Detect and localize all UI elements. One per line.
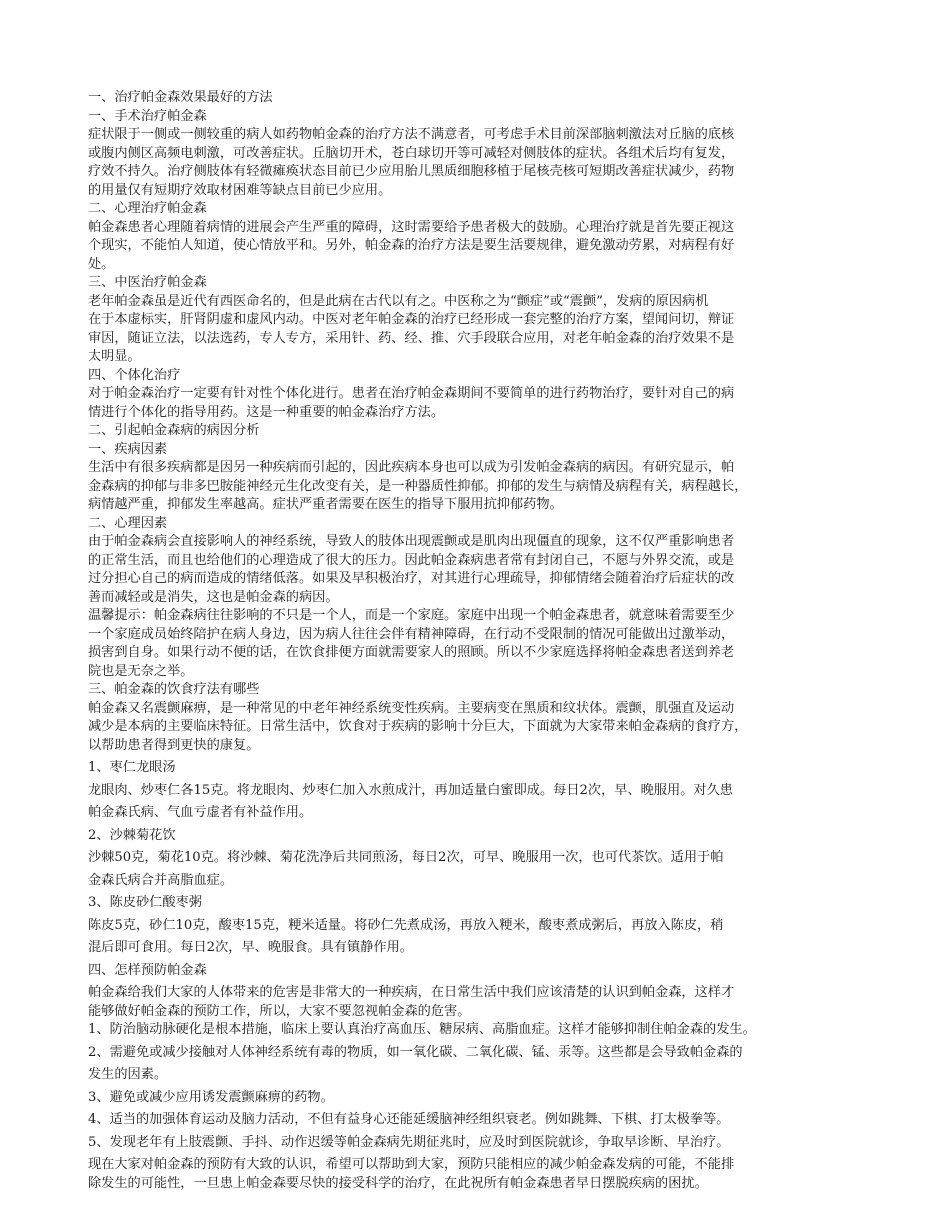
text-line: 4、适当的加强体育运动及脑力活动，不但有益身心还能延缓脑神经组织衰老。例如跳舞、下棋、打太极拳等。	[88, 1112, 730, 1127]
text-line: 情进行个体化的指导用药。这是一种重要的帕金森治疗方法。	[88, 404, 445, 420]
text-line: 减少是本病的主要临床特征。日常生活中，饮食对于疾病的影响十分巨大，下面就为大家带来帕金森病的食疗方，	[88, 719, 748, 734]
text-line: 审因，随证立法，以法选药，专人专方，采用针、药、经、推、穴手段联合应用，对老年帕金森的治疗效果不是	[88, 330, 735, 346]
text-line: 个现实，不能怕人知道，使心情放平和。另外，帕金森的治疗方法是要生活要规律，避免激动劳累，对病程有好	[88, 238, 735, 253]
text-line: 三、中医治疗帕金森	[88, 275, 207, 290]
text-line: 除发生的可能性，一旦患上帕金森要尽快的接受科学的治疗，在此祝所有帕金森患者早日摆脱疾病的困扰。	[88, 1175, 708, 1191]
text-line: 对于帕金森治疗一定要有针对性个体化进行。患者在治疗帕金森期间不要简单的进行药物治疗，要针对自己的病	[88, 386, 735, 401]
text-line: 沙棘50克，菊花10克。将沙棘、菊花洗净后共同煎汤，每日2次，可早、晚服用一次，也可代茶饮。适用于帕	[88, 850, 724, 865]
text-line: 陈皮5克，砂仁10克，酸枣15克，粳米适量。将砂仁先煮成汤，再放入粳米，酸枣煮成粥后，再放入陈皮，稍	[88, 917, 724, 933]
text-line: 过分担心自己的病而造成的情绪低落。如果及早积极治疗，对其进行心理疏导，抑郁情绪会随着治疗后症状的改	[88, 571, 735, 586]
text-line: 的用量仅有短期疗效取材困难等缺点目前已少应用。	[88, 182, 392, 198]
text-line: 二、心理因素	[88, 515, 168, 531]
text-line: 在于本虚标实，肝肾阴虚和虚风内动。中医对老年帕金森的治疗已经形成一套完整的治疗方案，望闻问切，辩证	[88, 312, 735, 327]
text-line: 一个家庭成员始终陪护在病人身边，因为病人往往会伴有精神障碍，在行动不受限制的情况可能做出过激举动，	[88, 626, 735, 642]
text-line: 的正常生活，而且也给他们的心理造成了很大的压力。因此帕金森病患者常有封闭自己，不愿与外界交流，或是	[88, 552, 735, 568]
text-line: 太明显。	[88, 349, 141, 364]
text-line: 二、引起帕金森病的病因分析	[88, 423, 260, 438]
text-line: 帕金森又名震颤麻痹，是一种常见的中老年神经系统变性疾病。主要病变在黑质和纹状体。震颤，肌强直及运动	[88, 700, 735, 716]
text-line: 混后即可食用。每日2次，早、晚服食。具有镇静作用。	[88, 940, 413, 955]
text-line: 二、心理治疗帕金森	[88, 201, 207, 216]
text-line: 生活中有很多疾病都是因另一种疾病而引起的，因此疾病本身也可以成为引发帕金森病的病因。有研究显示，帕	[88, 460, 735, 475]
text-line: 5、发现老年有上肢震颤、手抖、动作迟缓等帕金森病先期征兆时，应及时到医院就诊，争取早诊断、早治疗。	[88, 1134, 730, 1150]
text-line: 1、防治脑动脉硬化是根本措施，临床上要认真治疗高血压、糖尿病、高脂血症。这样才能够抑制住帕金森的发生。	[88, 1022, 756, 1037]
text-line: 损害到自身。如果行动不便的话，在饮食排便方面就需要家人的照顾。所以不少家庭选择将帕金森患者送到养老	[88, 645, 735, 660]
text-line: 发生的因素。	[88, 1067, 168, 1082]
text-line: 院也是无奈之举。	[88, 663, 194, 679]
text-line: 金森氏病合并高脂血症。	[88, 872, 234, 888]
text-line: 四、怎样预防帕金森	[88, 962, 207, 978]
text-line: 帕金森给我们大家的人体带来的危害是非常大的一种疾病，在日常生活中我们应该清楚的认识到帕金森，这样才	[88, 985, 735, 1000]
text-line: 以帮助患者得到更快的康复。	[88, 737, 260, 753]
text-line: 金森病的抑郁与非多巴胺能神经元生化改变有关，是一种器质性抑郁。抑郁的发生与病情及病程有关，病程越长，	[88, 478, 748, 494]
text-line: 能够做好帕金森的预防工作，所以，大家不要忽视帕金森的危害。	[88, 1003, 471, 1019]
text-line: 由于帕金森病会直接影响人的神经系统，导致人的肢体出现震颤或是肌肉出现僵直的现象，这不仅严重影响患者	[88, 534, 735, 549]
text-line: 现在大家对帕金森的预防有大致的认识，希望可以帮助到大家，预防只能相应的减少帕金森发病的可能，不能排	[88, 1157, 735, 1172]
text-line: 四、个体化治疗	[88, 367, 181, 383]
text-line: 一、治疗帕金森效果最好的方法	[88, 90, 273, 105]
text-line: 或腹内侧区高频电刺激，可改善症状。丘脑切开术，苍白球切开等可减轻对侧肢体的症状。各组术后均有复发，	[88, 145, 735, 161]
text-line: 一、疾病因素	[88, 441, 168, 457]
text-line: 2、沙棘菊花饮	[88, 827, 176, 843]
text-line: 1、枣仁龙眼汤	[88, 760, 176, 775]
text-line: 帕金森患者心理随着病情的进展会产生严重的障碍，这时需要给予患者极大的鼓励。心理治疗就是首先要正视这	[88, 219, 735, 235]
text-line: 帕金森氏病、气血亏虚者有补益作用。	[88, 805, 313, 820]
text-line: 善而减轻或是消失，这也是帕金森的病因。	[88, 589, 339, 605]
text-line: 一、手术治疗帕金森	[88, 108, 207, 124]
text-line: 疗效不持久。治疗侧肢体有轻微瘫痪状态目前已少应用胎儿黑质细胞移植于尾核壳核可短期改善症状减少，药物	[88, 164, 735, 179]
text-line: 3、陈皮砂仁酸枣粥	[88, 895, 202, 910]
text-line: 病情越严重，抑郁发生率越高。症状严重者需要在医生的指导下服用抗抑郁药物。	[88, 497, 563, 512]
text-line: 症状限于一侧或一侧较重的病人如药物帕金森的治疗方法不满意者，可考虑手术目前深部脑刺激法对丘脑的底核	[88, 127, 735, 142]
document-body	[88, 89, 862, 1193]
text-line: 龙眼肉、炒枣仁各15克。将龙眼肉、炒枣仁加入水煎成汁，再加适量白蜜即成。每日2次，早、晚服用。对久患	[88, 782, 733, 798]
text-line: 温馨提示：帕金森病往往影响的不只是一个人，而是一个家庭。家庭中出现一个帕金森患者，就意味着需要至少	[88, 608, 735, 623]
text-line: 2、需避免或减少接触对人体神经系统有毒的物质，如一氧化碳、二氧化碳、锰、汞等。这些都是会导致帕金森的	[88, 1044, 743, 1060]
text-line: 3、避免或减少应用诱发震颤麻痹的药物。	[88, 1089, 334, 1105]
text-line: 三、帕金森的饮食疗法有哪些	[88, 682, 260, 697]
text-line: 处。	[88, 256, 115, 272]
text-line: 老年帕金森虽是近代有西医命名的，但是此病在古代以有之。中医称之为“颤症”或“震颤”，发病的原因病机	[88, 293, 709, 309]
